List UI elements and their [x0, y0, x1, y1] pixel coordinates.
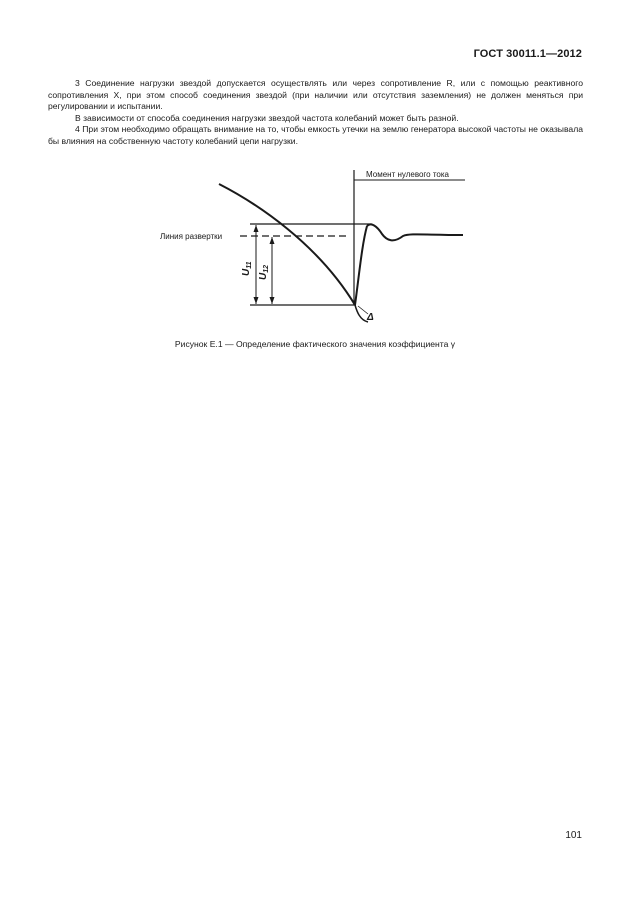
paragraph-3-note: В зависимости от способа соединения нагрузки звездой частота колебаний может быть разной. [75, 112, 459, 123]
u11-label: $U_{11}$ [241, 261, 253, 276]
sweep-line-label: Линия развертки [160, 232, 223, 241]
paragraph-4: 4 При этом необходимо обращать внимание на то, чтобы емкость утечки на землю генератора высокой частоты не оказывала бы влияния на собственную частоту колебаний цепи нагрузки. [48, 124, 583, 146]
u11-arrow-bottom [254, 297, 259, 304]
u12-arrow-bottom [270, 297, 275, 304]
figure-caption: Рисунок Е.1 — Определение фактического значения коэффициента γ [174, 339, 456, 349]
u12-arrow-top [270, 237, 275, 244]
delta-label: Δ [367, 312, 374, 323]
zero-current-label: Момент нулевого тока [366, 170, 449, 179]
paragraph-3: 3 Соединение нагрузки звездой допускается осуществлять или через сопротивление R, или с помощью реактивного сопротивления X, при этом способ соединения звездой (при наличии или отсутствия заземления) не должен меняться при регулировании и испытании. [48, 78, 583, 112]
settling-curve [367, 224, 463, 240]
u12-label: $U_{12}$ [258, 264, 270, 280]
page-number: 101 [565, 830, 582, 841]
voltage-decay-curve [219, 184, 355, 305]
recovery-rise-curve [355, 226, 367, 305]
u11-arrow-top [254, 225, 259, 232]
document-header: ГОСТ 30011.1—2012 [473, 48, 582, 60]
